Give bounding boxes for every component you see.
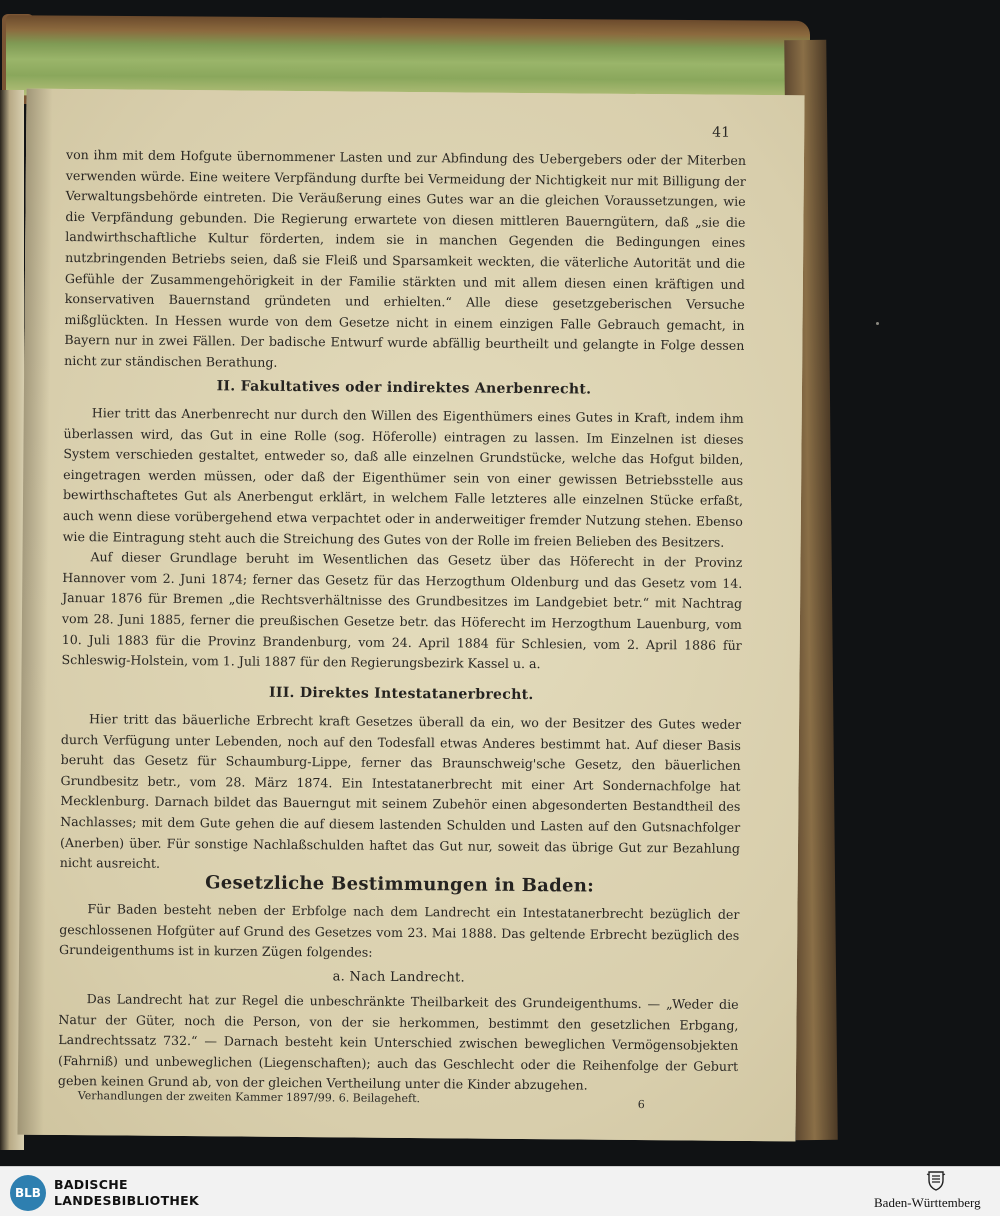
blb-logo-icon[interactable]: BLB xyxy=(10,1175,46,1211)
paragraph-section-ii xyxy=(62,403,744,677)
paragraph-landrecht xyxy=(58,989,739,1098)
coat-of-arms-icon xyxy=(925,1169,947,1191)
paragraph-text: Das Landrecht hat zur Regel die unbeschränkte Theilbarkeit des Grundeigenthums. — „Weder die Natur der Güter, noch die Person, von der sie herkommen, bestimmt den gesetzlichen Erbgang, Landrechtssatz 732.“ — Darnach besteht kein Unterschied zwischen beweglichen Vermögensobjekten (Fahrniß) und unbeweglichen (Liegenschaften); auch das Geschlecht oder die Reihenfolge der Geburt geben keinen Grund ab, von der gleichen Vertheilung unter die Kinder abzugehen. xyxy=(57,991,739,1093)
section-heading-ii: II. Fakultatives oder indirektes Anerbenrecht. xyxy=(216,378,592,398)
paragraph-text: Für Baden besteht neben der Erbfolge nach dem Landrecht ein Intestatanerbrecht bezüglich der geschlossenen Hofgüter auf Grund des Gesetzes vom 23. Mai 1888. Das geltende Erbrecht bezüglich des Grundeigenthums ist in kurzen Zügen folgendes: xyxy=(59,901,740,960)
section-heading-baden: Gesetzliche Bestimmungen in Baden: xyxy=(205,872,595,897)
signature-mark: 6 xyxy=(637,1097,645,1112)
library-name-line-1: BADISCHE xyxy=(54,1177,128,1192)
footer-bar xyxy=(0,1166,1000,1216)
paragraph-intro xyxy=(64,145,746,377)
paragraph-baden xyxy=(59,899,740,967)
page-footer: Verhandlungen der zweiten Kammer 1897/99. 6. Beilageheft. xyxy=(77,1089,421,1106)
book-top-edge xyxy=(6,15,810,101)
page-number: 41 xyxy=(712,124,731,141)
subheading-landrecht: a. Nach Landrecht. xyxy=(332,969,466,986)
section-heading-iii: III. Direktes Intestatanerbrecht. xyxy=(268,684,534,704)
book-page xyxy=(17,89,804,1142)
paragraph-section-iii xyxy=(60,709,741,880)
paragraph-text: Hier tritt das Anerbenrecht nur durch den Willen des Eigenthümers eines Gutes in Kraft, indem ihm überlassen wird, das Gut in eine Rolle (sog. Höferolle) eintragen zu lassen. Im Einzelnen ist dieses System verschieden gestaltet, entweder so, daß alle einzelnen Grundstücke, welche das Hofgut bilden, eingetragen werden müssen, oder daß der Eigenthümer sein von einer gewissen Betriebsstelle aus bewirthschaftetes Gut als Anerbengut erklärt, in welchem Falle letzteres alle einzelnen Stücke erfaßt, auch wenn diese vorübergehend etwa verpachtet oder in anderweitiger fremder Nutzung stehen. Ebenso wie die Eintragung steht auch die Streichung des Gutes von der Rolle im freien Belieben des Besitzers. xyxy=(62,405,744,550)
paragraph-text: Auf dieser Grundlage beruht im Wesentlichen das Gesetz über das Höferecht in der Provinz Hannover vom 2. Juni 1874; ferner das Gesetz für das Herzogthum Oldenburg und das Gesetz vom 14. Januar 1876 für Bremen „die Rechtsverhältnisse des Grundbesitzes im Landgebiet betr.“ mit Nachtrag vom 28. Juni 1885, ferner die preußischen Gesetze betr. das Höferecht im Herzogthum Lauenburg, vom 10. Juli 1883 für die Provinz Brandenburg, vom 24. April 1884 für Schlesien, vom 2. April 1886 für Schleswig-Holstein, vom 1. Juli 1887 für den Regierungsbezirk Kassel u. a. xyxy=(61,549,743,672)
dust-speck xyxy=(876,322,879,325)
state-name[interactable]: Baden-Württemberg xyxy=(874,1195,981,1210)
library-name-line-2: LANDESBIBLIOTHEK xyxy=(54,1193,199,1208)
library-name[interactable] xyxy=(54,1177,199,1209)
paragraph-text: Hier tritt das bäuerliche Erbrecht kraft Gesetzes überall da ein, wo der Besitzer des Gutes weder durch Verfügung unter Lebenden, noch auf den Todesfall etwas Anderes bestimmt hat. Auf dieser Basis beruht das Gesetz für Schaumburg-Lippe, ferner das Braunschweig'sche Gesetz, den bäuerlichen Grundbesitz betr., vom 28. März 1874. Ein Intestatanerbrecht mit einer Art Sondernachfolge hat Mecklenburg. Darnach bildet das Bauerngut mit seinem Zubehör einen abgesonderten Bestandtheil des Nachlasses; mit dem Gute gehen die auf diesem lastenden Schulden und Lasten auf den Gutsnachfolger (Anerben) über. Für sonstige Nachlaßschulden haftet das Gut nur, soweit das übrige Gut zur Bezahlung nicht ausreicht. xyxy=(59,711,742,871)
paragraph-text: von ihm mit dem Hofgute übernommener Lasten und zur Abfindung des Uebergebers oder der Miterben verwenden würde. Eine weitere Verpfändung durfte bei Vermeidung der Nichtigkeit nur mit Billigung der Verwaltungsbehörde eintreten. Die Veräußerung eines Gutes war an die gleichen Voraussetzungen, wie die Verpfändung gebunden. Die Regierung erwartete von diesen mittleren Bauerngütern, daß „sie die landwirthschaftliche Kultur förderten, indem sie in manchen Gegenden die Bedingungen eines nutzbringenden Betriebs seien, daß sie Fleiß und Sparsamkeit weckten, die väterliche Autorität und die Gefühle der Zusammengehörigkeit in der Familie stärkten und mit allem diesen einen kräftigen und konservativen Bauernstand gründeten und erhielten.“ Alle diese gesetzgeberischen Versuche mißglückten. In Hessen wurde von dem Gesetze nicht in einem einzigen Falle Gebrauch gemacht, in Bayern nur in zwei Fällen. Der badische Entwurf wurde abfällig beurtheilt und gelangte in Folge dessen nicht zur ständischen Berathung. xyxy=(64,146,747,370)
